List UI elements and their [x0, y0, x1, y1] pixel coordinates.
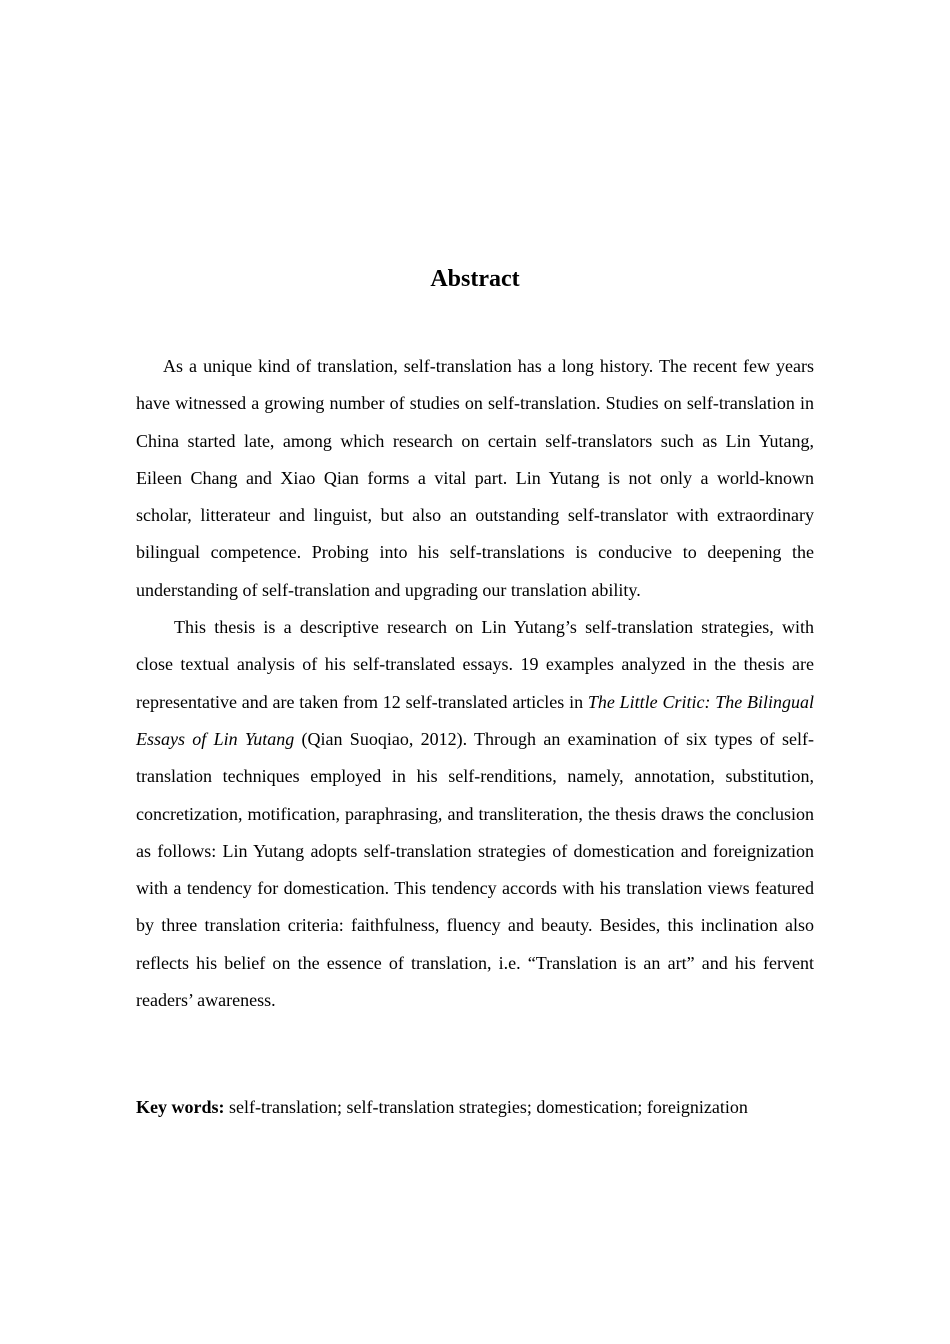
book-title: The Little Critic: The Bilingual Essays of Lin Yutang: [136, 691, 815, 749]
abstract-paragraph-1: As a unique kind of translation, self-translation has a long history. The recent few years have witnessed a growing number of studies on self-translation. Studies on self-translation in China started late, among which research on certain self-translators such as Lin Yutang, Eileen Chang and Xiao Qian forms a vital part. Lin Yutang is not only a world-known scholar, litterateur and linguist, but also an outstanding self-translator with extraordinary bilingual competence. Probing into his self-translations is conducive to deepening the understanding of self-translation and upgrading our translation ability.: [136, 356, 814, 600]
keywords-text: self-translation; self-translation strategies; domestication; foreignization: [224, 1097, 748, 1117]
abstract-title: Abstract: [430, 266, 520, 292]
keywords-label: Key words:: [136, 1097, 225, 1117]
abstract-paragraph-2: [136, 609, 814, 1019]
abstract-body: [136, 348, 814, 1019]
paragraph-2-text-after-title: (Qian Suoqiao, 2012). Through an examination of six types of self-translation techniques employed in his self-renditions, namely, annotation, substitution, concretization, motification, paraphrasing, and transliteration, the thesis draws the conclusion as follows: Lin Yutang adopts self-translation strategies of domestication and foreignization with a tendency for domestication. This tendency accords with his translation views featured by three translation criteria: faithfulness, fluency and beauty. Besides, this inclination also reflects his belief on the essence of translation, i.e. “Translation is an art” and his fervent readers’ awareness.: [136, 728, 815, 1011]
paragraph-2-text-before-title: This thesis is a descriptive research on Lin Yutang’s self-translation strategies, with close textual analysis of his self-translated essays. 19 examples analyzed in the thesis are representative and are taken from 12 self-translated articles in: [136, 617, 814, 712]
keywords-line: [136, 1089, 836, 1126]
